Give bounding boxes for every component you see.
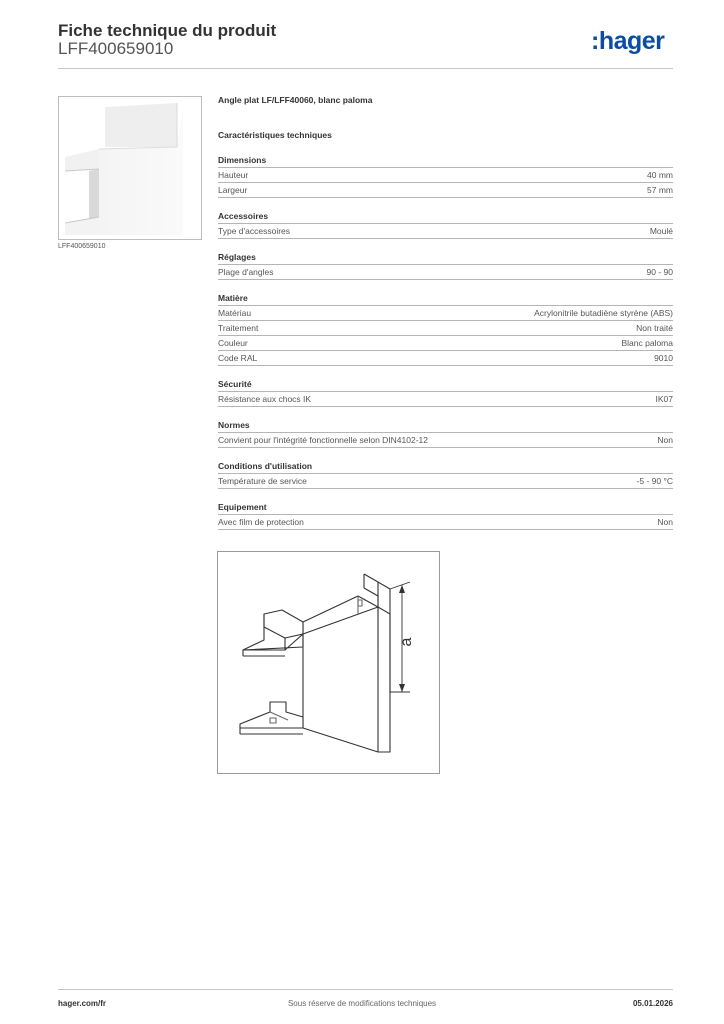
spec-row <box>218 474 673 489</box>
section-title: Normes <box>218 419 673 433</box>
drawing-svg <box>218 552 439 773</box>
spec-label: Largeur <box>218 185 248 195</box>
spec-row <box>218 351 673 366</box>
spec-section-normes <box>218 419 673 448</box>
footer-disclaimer: Sous réserve de modifications techniques <box>287 999 437 1008</box>
spec-value: Acrylonitrile butadiène styrène (ABS) <box>534 308 673 318</box>
section-title: Accessoires <box>218 210 673 224</box>
section-title: Matière <box>218 292 673 306</box>
spec-label: Couleur <box>218 338 248 348</box>
spec-value: Moulé <box>649 226 673 236</box>
spec-section-securite <box>218 378 673 407</box>
spec-label: Code RAL <box>218 353 258 363</box>
specs-heading: Caractéristiques techniques <box>218 130 332 140</box>
page-title: Fiche technique du produit <box>58 21 277 40</box>
spec-label: Résistance aux chocs IK <box>218 394 312 404</box>
spec-label: Avec film de protection <box>218 517 304 527</box>
section-title: Dimensions <box>218 154 673 168</box>
product-reference: LFF400659010 <box>58 39 174 58</box>
spec-section-accessoires <box>218 210 673 239</box>
product-image-caption: LFF400659010 <box>58 243 106 250</box>
spec-label: Matériau <box>218 308 252 318</box>
section-title: Equipement <box>218 501 673 515</box>
footer-website[interactable]: hager.com/fr <box>58 999 107 1008</box>
section-title: Réglages <box>218 251 673 265</box>
spec-section-dimensions <box>218 154 673 198</box>
spec-value: Non <box>657 517 673 527</box>
product-image <box>58 96 202 240</box>
header-divider <box>58 68 673 69</box>
spec-value: 40 mm <box>647 170 673 180</box>
product-name: Angle plat LF/LFF40060, blanc paloma <box>218 95 373 105</box>
spec-section-conditions <box>218 460 673 489</box>
specs-column <box>218 93 673 566</box>
spec-label: Plage d'angles <box>218 267 274 277</box>
dimension-label: a <box>398 637 415 647</box>
spec-label: Type d'accessoires <box>218 226 291 236</box>
spec-value: 57 mm <box>647 185 673 195</box>
product-render <box>59 97 201 239</box>
spec-section-matiere <box>218 292 673 366</box>
spec-row <box>218 224 673 239</box>
spec-value: 9010 <box>654 353 673 363</box>
spec-value: 90 - 90 <box>646 267 673 277</box>
spec-section-equipement <box>218 501 673 530</box>
spec-row <box>218 265 673 280</box>
technical-drawing <box>217 551 440 774</box>
spec-value: Non traité <box>636 323 673 333</box>
spec-label: Convient pour l'intégrité fonctionnelle selon DIN4102-12 <box>218 435 429 445</box>
spec-row <box>218 392 673 407</box>
spec-row <box>218 321 673 336</box>
spec-row <box>218 306 673 321</box>
spec-value: Non <box>657 435 673 445</box>
spec-value: -5 - 90 °C <box>636 476 673 486</box>
spec-row <box>218 433 673 448</box>
section-title: Sécurité <box>218 378 673 392</box>
spec-label: Hauteur <box>218 170 249 180</box>
spec-label: Température de service <box>218 476 307 486</box>
footer-date: 05.01.2026 <box>632 999 673 1008</box>
hager-logo: :hager <box>591 27 665 55</box>
section-title: Conditions d'utilisation <box>218 460 673 474</box>
spec-value: IK07 <box>655 394 673 404</box>
spec-row <box>218 183 673 198</box>
spec-label: Traitement <box>218 323 259 333</box>
spec-row <box>218 515 673 530</box>
spec-value: Blanc paloma <box>621 338 673 348</box>
spec-section-reglages <box>218 251 673 280</box>
footer-divider <box>58 989 673 990</box>
spec-row <box>218 168 673 183</box>
spec-row <box>218 336 673 351</box>
